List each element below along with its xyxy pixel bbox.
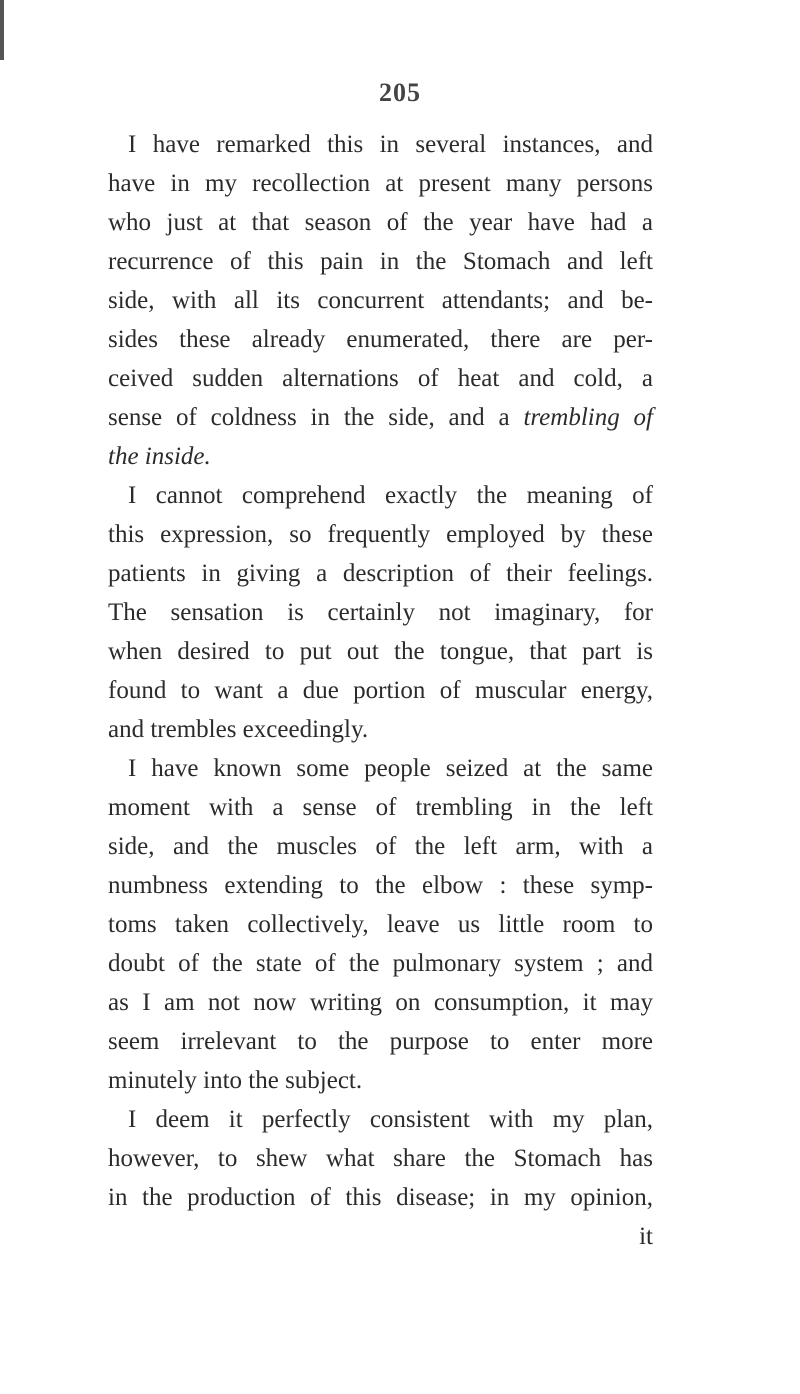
text-line: I have known some people seized at the same xyxy=(128,755,653,782)
page-edge-shadow xyxy=(0,0,4,60)
catchword: it xyxy=(639,1223,653,1250)
text-line: sides these already enumerated, there are per- xyxy=(108,326,653,353)
text-line: when desired to put out the tongue, that part is xyxy=(108,638,653,665)
text-line: have in my recollection at present many persons xyxy=(108,170,653,197)
text-line: side, with all its concurrent attendants; and be- xyxy=(108,287,653,314)
text-line-mixed xyxy=(108,398,653,437)
text-line-roman: sense of coldness in the side, and a xyxy=(108,404,510,431)
text-line: The sensation is certainly not imaginary, for xyxy=(108,599,653,626)
text-line: who just at that season of the year have had a xyxy=(108,209,653,236)
page-number: 205 xyxy=(379,78,421,107)
text-line: I cannot comprehend exactly the meaning of xyxy=(128,482,653,509)
text-line-italic: trembling of xyxy=(523,404,654,431)
text-line: this expression, so frequently employed by these xyxy=(108,521,653,548)
text-line: found to want a due portion of muscular energy, xyxy=(108,677,653,704)
text-line: doubt of the state of the pulmonary system ; and xyxy=(108,950,653,977)
text-line: numbness extending to the elbow : these symp- xyxy=(108,872,653,899)
text-line: toms taken collectively, leave us little room to xyxy=(108,911,653,938)
text-line: I deem it perfectly consistent with my plan, xyxy=(128,1106,653,1133)
text-line: recurrence of this pain in the Stomach and left xyxy=(108,248,653,275)
text-line: as I am not now writing on consumption, it may xyxy=(108,989,653,1016)
text-line: moment with a sense of trembling in the left xyxy=(108,794,653,821)
text-line: side, and the muscles of the left arm, with a xyxy=(108,833,653,860)
text-line: in the production of this disease; in my opinion, xyxy=(108,1184,653,1211)
text-line: I have remarked this in several instances, and xyxy=(128,131,653,158)
text-line: minutely into the subject. xyxy=(108,1067,363,1094)
text-line: seem irrelevant to the purpose to enter more xyxy=(108,1028,653,1055)
text-line: and trembles exceedingly. xyxy=(108,716,369,743)
text-line: patients in giving a description of their feelings. xyxy=(108,560,653,587)
body-text xyxy=(108,125,653,1256)
text-line-italic: the inside. xyxy=(108,443,211,470)
text-line: ceived sudden alternations of heat and cold, a xyxy=(108,365,653,392)
text-line: however, to shew what share the Stomach has xyxy=(108,1145,653,1172)
